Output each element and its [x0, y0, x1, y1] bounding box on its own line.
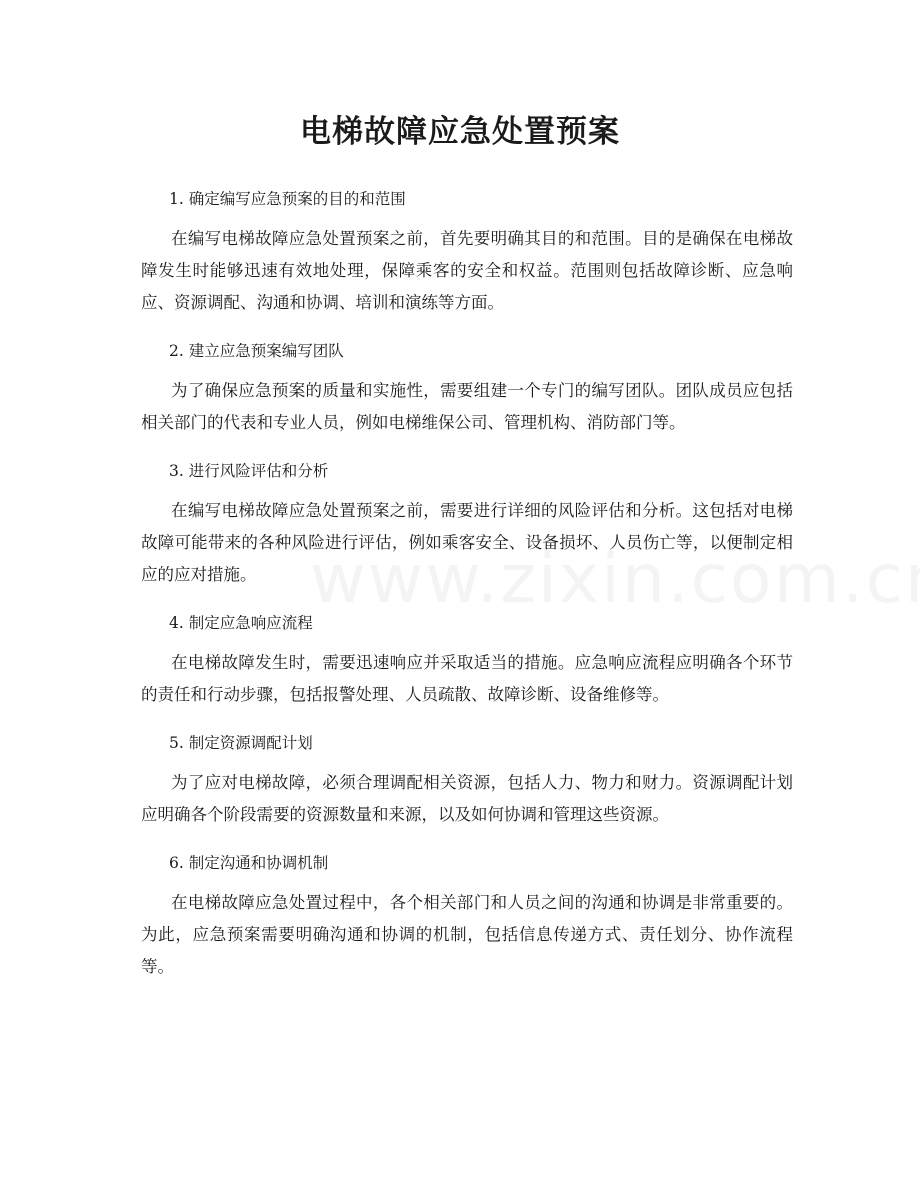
section-body: 在电梯故障应急处置过程中，各个相关部门和人员之间的沟通和协调是非常重要的。为此，应急预案需要明确沟通和协调的机制，包括信息传递方式、责任划分、协作流程等。 [141, 893, 793, 976]
document-content [141, 176, 793, 992]
section-6 [141, 840, 793, 983]
section-5 [141, 720, 793, 831]
section-heading: 2. 建立应急预案编写团队 [169, 342, 344, 360]
section-heading: 6. 制定沟通和协调机制 [169, 854, 329, 872]
section-body: 在编写电梯故障应急处置预案之前，首先要明确其目的和范围。目的是确保在电梯故障发生时能够迅速有效地处理，保障乘客的安全和权益。范围则包括故障诊断、应急响应、资源调配、沟通和协调、培训和演练等方面。 [141, 229, 793, 312]
section-3 [141, 448, 793, 591]
document-title: 电梯故障应急处置预案 [300, 114, 620, 150]
section-body: 在电梯故障发生时，需要迅速响应并采取适当的措施。应急响应流程应明确各个环节的责任和行动步骤，包括报警处理、人员疏散、故障诊断、设备维修等。 [141, 653, 793, 704]
section-body: 为了应对电梯故障，必须合理调配相关资源，包括人力、物力和财力。资源调配计划应明确各个阶段需要的资源数量和来源，以及如何协调和管理这些资源。 [141, 773, 793, 824]
section-heading: 1. 确定编写应急预案的目的和范围 [169, 190, 406, 208]
section-body: 在编写电梯故障应急处置预案之前，需要进行详细的风险评估和分析。这包括对电梯故障可能带来的各种风险进行评估，例如乘客安全、设备损坏、人员伤亡等，以便制定相应的应对措施。 [141, 501, 793, 584]
section-4 [141, 600, 793, 711]
section-heading: 5. 制定资源调配计划 [169, 734, 313, 752]
section-heading: 3. 进行风险评估和分析 [169, 462, 329, 480]
section-1 [141, 176, 793, 319]
section-heading: 4. 制定应急响应流程 [169, 614, 313, 632]
section-body: 为了确保应急预案的质量和实施性，需要组建一个专门的编写团队。团队成员应包括相关部门的代表和专业人员，例如电梯维保公司、管理机构、消防部门等。 [141, 381, 793, 432]
section-2 [141, 328, 793, 439]
